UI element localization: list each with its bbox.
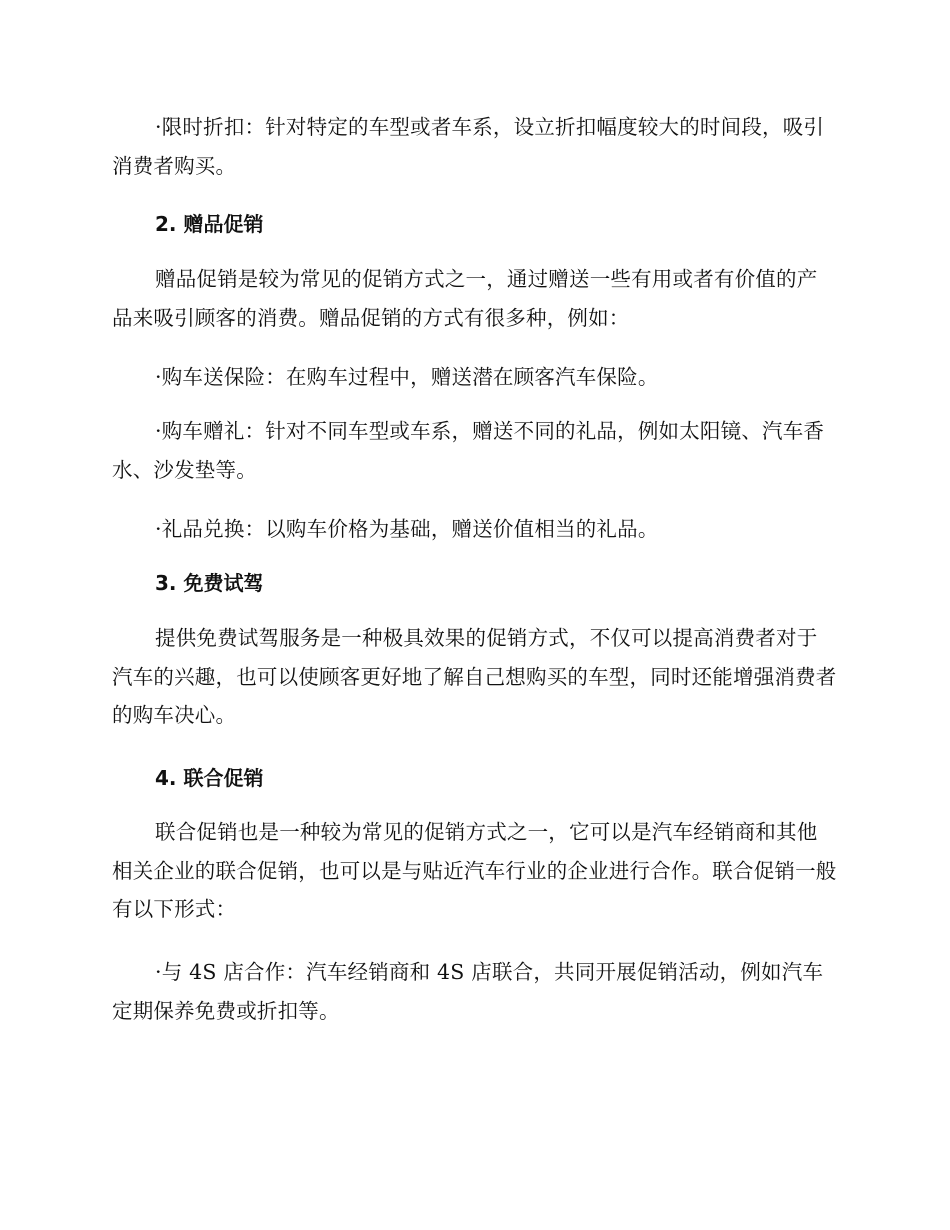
bullet-purchase-gift: ·购车赠礼：针对不同车型或车系，赠送不同的礼品，例如太阳镜、汽车香水、沙发垫等。	[112, 419, 825, 482]
bullet-limited-time-discount: ·限时折扣：针对特定的车型或者车系，设立折扣幅度较大的时间段，吸引消费者购买。	[112, 115, 825, 178]
paragraph-gift-promotion-intro: 赠品促销是较为常见的促销方式之一，通过赠送一些有用或者有价值的产品来吸引顾客的消费。赠品促销的方式有很多种，例如：	[112, 267, 818, 330]
bullet-gift-exchange: ·礼品兑换：以购车价格为基础，赠送价值相当的礼品。	[155, 517, 659, 541]
paragraph-free-test-drive: 提供免费试驾服务是一种极具效果的促销方式，不仅可以提高消费者对于汽车的兴趣，也可以使顾客更好地了解自己想购买的车型，同时还能增强消费者的购车决心。	[112, 626, 837, 727]
section-heading-gift-promotion: 2. 赠品促销	[155, 212, 264, 236]
paragraph-joint-promotion: 联合促销也是一种较为常见的促销方式之一，它可以是汽车经销商和其他相关企业的联合促销，也可以是与贴近汽车行业的企业进行合作。联合促销一般有以下形式：	[112, 820, 837, 921]
bullet-insurance-gift: ·购车送保险：在购车过程中，赠送潜在顾客汽车保险。	[155, 365, 659, 389]
section-heading-joint-promotion: 4. 联合促销	[155, 766, 264, 790]
section-heading-free-test-drive: 3. 免费试驾	[155, 571, 264, 595]
bullet-4s-cooperation: ·与 4S 店合作：汽车经销商和 4S 店联合，共同开展促销活动，例如汽车定期保养免费或折扣等。	[112, 960, 824, 1023]
